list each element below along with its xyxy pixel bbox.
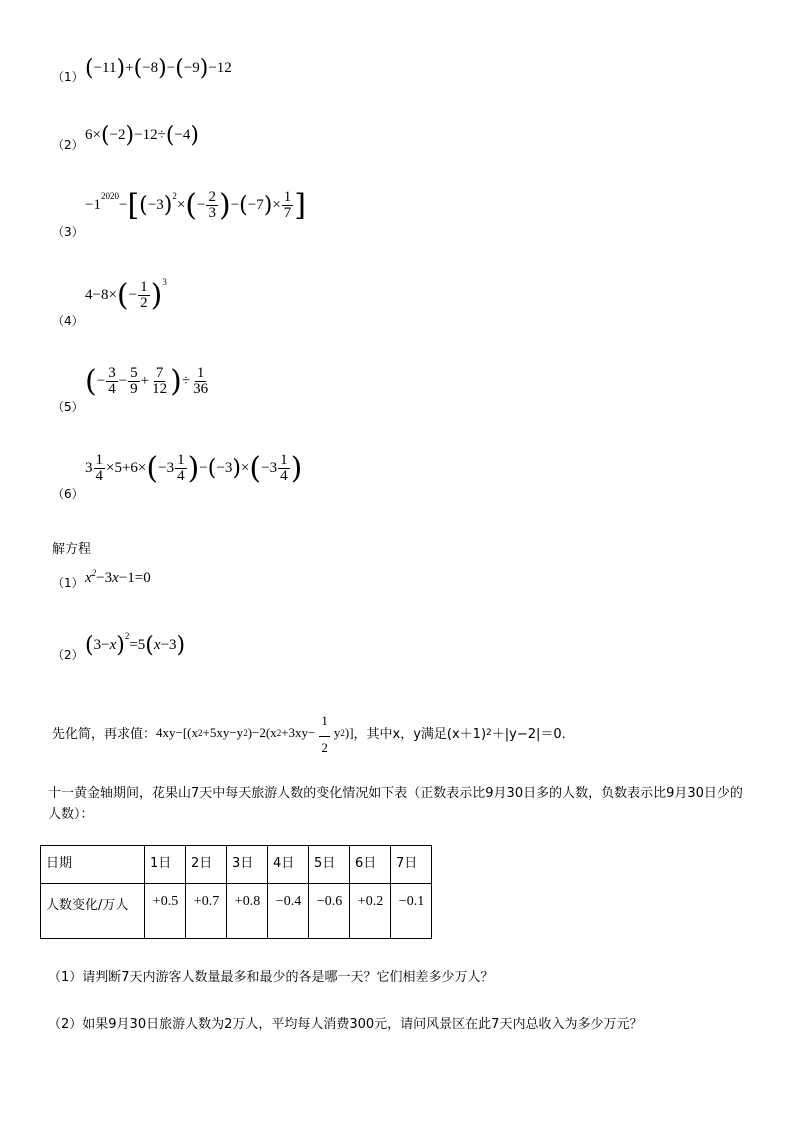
problem-6-label: （6） bbox=[52, 487, 84, 501]
table-cell: +0.7 bbox=[186, 884, 227, 939]
table-cell: −0.6 bbox=[309, 884, 350, 939]
problem-1-expression: ( −11 ) + ( −8 ) − ( −9 ) −12 bbox=[85, 56, 232, 81]
simplify-prefix: 先化简，再求值： bbox=[52, 727, 157, 742]
equations-heading: 解方程 bbox=[52, 542, 92, 557]
simplify-expression: 4xy−[(x 2 +5xy−y 2 )−2(x 2 +3xy− $\frac{1}{2}$ y 2 )] bbox=[156, 706, 354, 759]
table-cell: −0.4 bbox=[268, 884, 309, 939]
equation-1-label: （1） bbox=[52, 576, 84, 590]
table-header-cell: 2日 bbox=[186, 846, 227, 884]
table-cell: −0.1 bbox=[391, 884, 432, 939]
equation-2-label: （2） bbox=[52, 648, 84, 662]
problem-6-expression: 3 $\frac{1}{4}$ ×5+6× ( −3 $\frac{1}{4}$ ) − ( −3 ) × ( −3 $\frac{1}{4}$ ) bbox=[85, 450, 303, 486]
table-header-cell: 日期 bbox=[41, 846, 145, 884]
table-header-cell: 3日 bbox=[227, 846, 268, 884]
problem-2-label: （2） bbox=[52, 138, 84, 152]
tourism-table bbox=[40, 845, 432, 939]
table-cell: +0.2 bbox=[350, 884, 391, 939]
problem-4-label: （4） bbox=[52, 314, 84, 328]
problem-3-label: （3） bbox=[52, 225, 84, 239]
problem-5-expression: ( − $\frac{3}{4}$ − $\frac{5}{9}$ + $\frac{7}{12}$ ) ÷ $\frac{1}{36}$ bbox=[85, 363, 209, 399]
table-header-cell: 7日 bbox=[391, 846, 432, 884]
tourism-intro: 十一黄金轴期间，花果山7天中每天旅游人数的变化情况如下表（正数表示比9月30日多的人数，负数表示比9月30日少的人数）： bbox=[48, 786, 743, 822]
table-header-cell: 4日 bbox=[268, 846, 309, 884]
problem-3-expression: −1 $^{2020}$ − [ ( −3 ) $^2$ × ( − $\frac{2}{3}$ ) − ( −7 ) × $\frac{1}{7}$ ] bbox=[85, 187, 306, 223]
table-header-cell: 5日 bbox=[309, 846, 350, 884]
simplify-condition: ，其中x，y满足(x＋1) bbox=[353, 727, 487, 742]
simplify-problem: 先化简，再求值： 4xy−[(x 2 +5xy−y 2 )−2(x 2 +3xy− $\frac{1}{2}$ y 2 )] ，其中x，y满足(x＋1) 2 ＋|y−2|＝0． bbox=[52, 706, 575, 759]
table-header-cell: 6日 bbox=[350, 846, 391, 884]
problem-2-expression: 6× ( −2 ) −12÷ ( −4 ) bbox=[85, 123, 199, 148]
table-cell: +0.5 bbox=[145, 884, 186, 939]
problem-1-label: （1） bbox=[52, 70, 84, 84]
simplify-tail: ＋|y−2|＝0． bbox=[491, 727, 575, 742]
equation-1-expression: $x^2-3x-1=0$ bbox=[85, 568, 151, 586]
tourism-question-2: （2）如果9月30日旅游人数为2万人，平均每人消费300元，请问风景区在此7天内总收入为多少万元？ bbox=[48, 1017, 643, 1032]
problem-4-expression: 4−8× ( − $\frac{1}{2}$ ) $^3$ bbox=[85, 276, 167, 313]
table-row-label: 人数变化/万人 bbox=[41, 884, 145, 939]
tourism-question-1: （1）请判断7天内游客人数量最多和最少的各是哪一天？它们相差多少万人？ bbox=[48, 970, 494, 985]
table-header-cell: 1日 bbox=[145, 846, 186, 884]
equation-2-expression: ( 3− x ) $^2$ =5 ( x −3 ) bbox=[85, 630, 186, 658]
problem-5-label: （5） bbox=[52, 400, 84, 414]
table-cell: +0.8 bbox=[227, 884, 268, 939]
